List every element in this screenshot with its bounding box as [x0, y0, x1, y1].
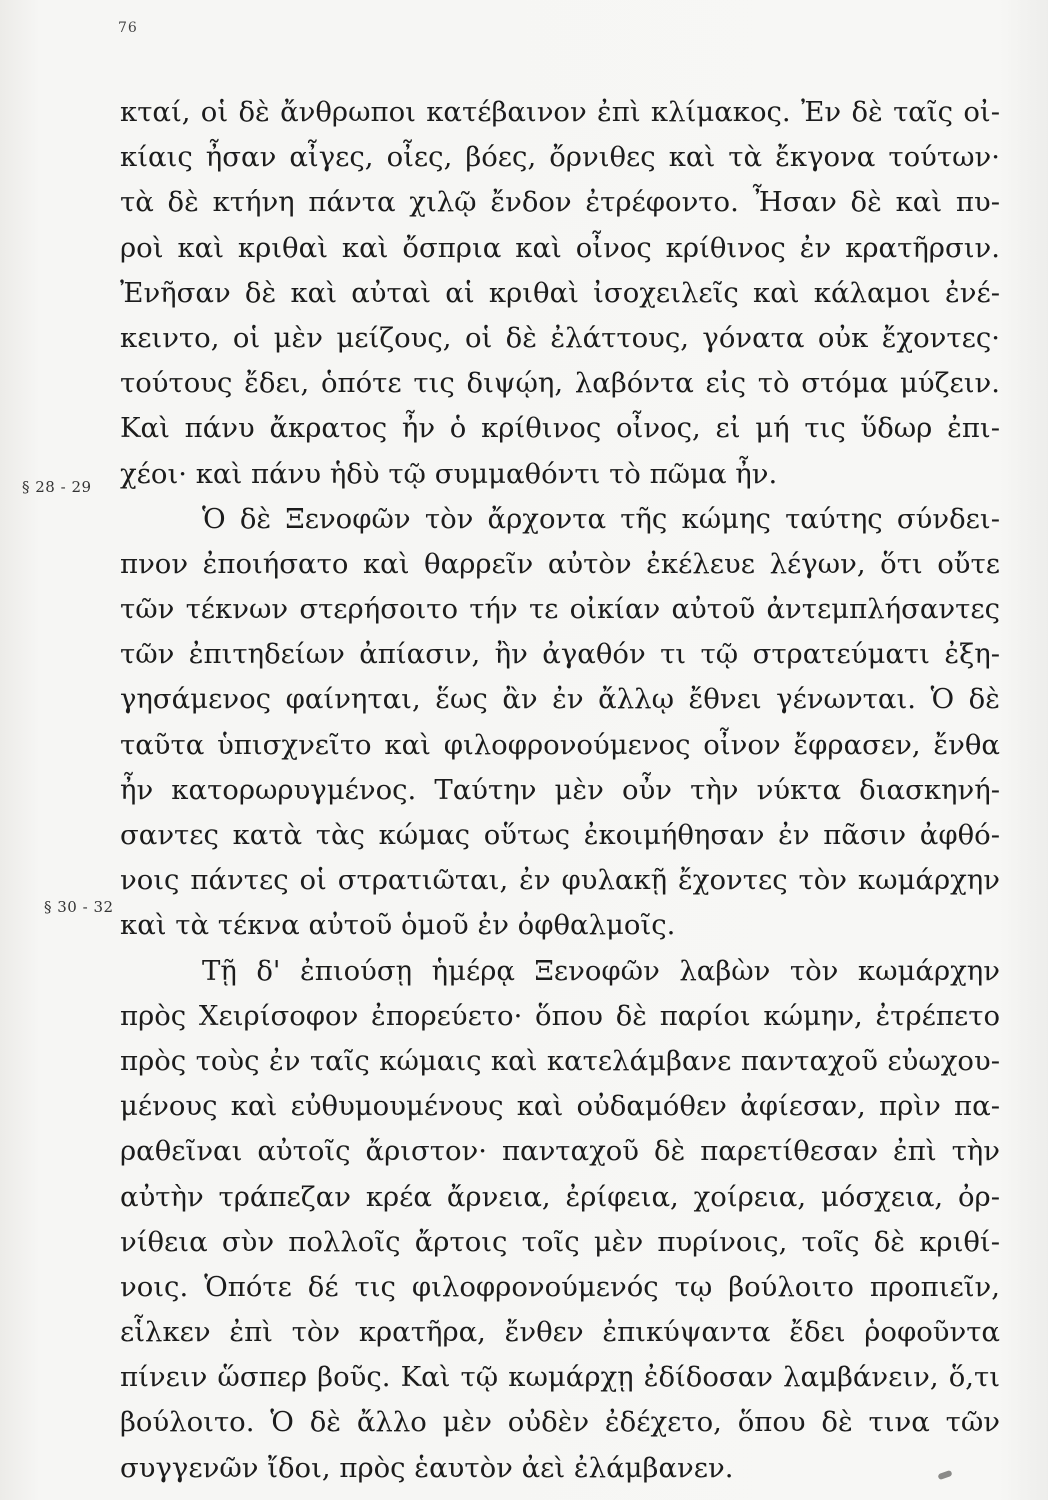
text-line: πρὸς Χειρίσοφον ἐπορεύετο· ὅπου δὲ παρίοι κώμην, ἐτρέπετο [120, 999, 1000, 1032]
text-line: πρὸς τοὺς ἐν ταῖς κώμαις καὶ κατελάμβανε πανταχοῦ εὐωχου- [120, 1044, 1000, 1077]
text-line: συγγενῶν ἴδοι, πρὸς ἑαυτὸν ἀεὶ ἐλάμβανεν. [120, 1451, 734, 1484]
text-line: Τῇ δ' ἐπιούσῃ ἡμέρᾳ Ξενοφῶν λαβὼν τὸν κωμάρχην [202, 954, 1000, 987]
text-line: Ἐνῆσαν δὲ καὶ αὐταὶ αἱ κριθαὶ ἰσοχειλεῖς καὶ κάλαμοι ἐνέ- [120, 276, 1000, 309]
text-line: τούτους ἔδει, ὁπότε τις διψῴη, λαβόντα εἰς τὸ στόμα μύζειν. [120, 367, 1000, 400]
main-text [120, 90, 1000, 1491]
text-line: κίαις ἦσαν αἶγες, οἶες, βόες, ὄρνιθες καὶ τὰ ἔκγονα τούτων· [120, 141, 1000, 174]
text-line: καὶ τὰ τέκνα αὐτοῦ ὁμοῦ ἐν ὀφθαλμοῖς. [120, 909, 676, 942]
text-line: τὰ δὲ κτήνη πάντα χιλῷ ἔνδον ἐτρέφοντο. Ἦσαν δὲ καὶ πυ- [120, 186, 1000, 219]
text-line: πνον ἐποιήσατο καὶ θαρρεῖν αὐτὸν ἐκέλευε λέγων, ὅτι οὔτε [120, 547, 1000, 580]
text-line: ταῦτα ὑπισχνεῖτο καὶ φιλοφρονούμενος οἶνον ἔφρασεν, ἔνθα [120, 728, 1000, 761]
text-line: ἦν κατορωρυγμένος. Ταύτην μὲν οὖν τὴν νύκτα διασκηνή- [120, 773, 1000, 806]
text-line: τῶν ἐπιτηδείων ἀπίασιν, ἢν ἀγαθόν τι τῷ στρατεύματι ἐξη- [120, 638, 1000, 671]
text-line: χέοι· καὶ πάνυ ἡδὺ τῷ συμμαθόντι τὸ πῶμα ἦν. [120, 457, 778, 490]
text-line: κταί, οἱ δὲ ἄνθρωποι κατέβαινον ἐπὶ κλίμακος. Ἐν δὲ ταῖς οἰ- [120, 96, 1000, 128]
text-line: μένους καὶ εὐθυμουμένους καὶ οὐδαμόθεν ἀφίεσαν, πρὶν πα- [120, 1090, 1000, 1123]
page-number: 76 [118, 20, 138, 36]
text-line: αὐτὴν τράπεζαν κρέα ἄρνεια, ἐρίφεια, χοίρεια, μόσχεια, ὀρ- [120, 1180, 1000, 1213]
text-line: τῶν τέκνων στερήσοιτο τήν τε οἰκίαν αὐτοῦ ἀντεμπλήσαντες [120, 593, 1000, 626]
text-line: Ὁ δὲ Ξενοφῶν τὸν ἄρχοντα τῆς κώμης ταύτης σύνδει- [202, 502, 1000, 535]
section-reference: § 30 - 32 [44, 898, 114, 916]
text-line: γησάμενος φαίνηται, ἕως ἂν ἐν ἄλλῳ ἔθνει γένωνται. Ὁ δὲ [120, 683, 1000, 716]
section-reference: § 28 - 29 [22, 478, 92, 496]
text-line: βούλοιτο. Ὁ δὲ ἄλλο μὲν οὐδὲν ἐδέχετο, ὅπου δὲ τινα τῶν [120, 1406, 1000, 1439]
text-line: πίνειν ὥσπερ βοῦς. Καὶ τῷ κωμάρχῃ ἐδίδοσαν λαμβάνειν, ὅ,τι [120, 1361, 1000, 1394]
text-line: νίθεια σὺν πολλοῖς ἄρτοις τοῖς μὲν πυρίνοις, τοῖς δὲ κριθί- [120, 1225, 1000, 1258]
text-line: κειντο, οἱ μὲν μείζους, οἱ δὲ ἐλάττους, γόνατα οὐκ ἔχοντες· [120, 321, 1000, 354]
text-line: νοις πάντες οἱ στρατιῶται, ἐν φυλακῇ ἔχοντες τὸν κωμάρχην [120, 864, 1000, 897]
text-line: σαντες κατὰ τὰς κώμας οὕτως ἐκοιμήθησαν ἐν πᾶσιν ἀφθό- [120, 819, 1000, 851]
text-line: νοις. Ὁπότε δέ τις φιλοφρονούμενός τῳ βούλοιτο προπιεῖν, [120, 1270, 1000, 1303]
text-line: ραθεῖναι αὐτοῖς ἄριστον· πανταχοῦ δὲ παρετίθεσαν ἐπὶ τὴν [120, 1135, 1000, 1168]
text-line: εἷλκεν ἐπὶ τὸν κρατῆρα, ἔνθεν ἐπικύψαντα ἔδει ῥοφοῦντα [120, 1316, 1000, 1349]
text-line: ροὶ καὶ κριθαὶ καὶ ὄσπρια καὶ οἶνος κρίθινος ἐν κρατῆρσιν. [120, 231, 1000, 264]
text-line: Καὶ πάνυ ἄκρατος ἦν ὁ κρίθινος οἶνος, εἰ μή τις ὕδωρ ἐπι- [120, 412, 1000, 445]
